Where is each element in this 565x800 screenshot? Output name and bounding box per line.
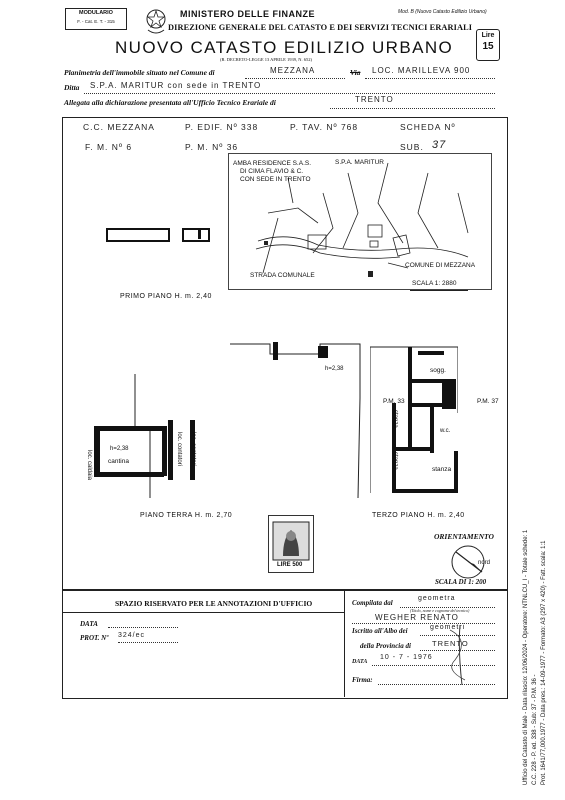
loc-contatori-1: loc. contatori	[176, 432, 182, 467]
allegata-label: Allegata alla dichiarazione presentata all'Ufficio Tecnico Erariale di	[64, 98, 276, 107]
ditta-label: Ditta	[64, 83, 80, 92]
plan-scale: SCALA DI 1: 200	[435, 578, 487, 586]
loc-caldaia: loc. caldaia	[86, 450, 92, 481]
owner-right: S.P.A. MARITUR	[335, 159, 385, 166]
map-scale: SCALA 1: 2880	[412, 280, 457, 287]
cantina-label: cantina	[108, 458, 129, 465]
h238-a: h=2,38	[110, 446, 129, 452]
piano-terra-plan	[90, 338, 370, 498]
pm33-label: P.M. 33	[383, 398, 405, 405]
office-data-label: DATA	[80, 620, 98, 628]
direction-name: DIREZIONE GENERALE DEL CATASTO E DEI SERVIZI TECNICI ERARIALI	[168, 22, 473, 32]
pm37-label: P.M. 37	[477, 398, 499, 405]
compilata-label: Compilata dal	[352, 599, 393, 607]
provincia-label: della Provincia di	[360, 642, 411, 650]
road-label: STRADA COMUNALE	[250, 272, 315, 279]
loc-contatori-2: loc. contatori	[190, 432, 196, 467]
model-note: Mod. B (Nuovo Catasto Edilizio Urbano)	[398, 9, 487, 15]
fm-label: F. M. Nº 6	[85, 142, 133, 152]
revenue-stamp-500	[268, 515, 314, 573]
ptav-label: P. TAV. Nº 768	[290, 122, 359, 132]
sogg-label: sogg.	[430, 367, 446, 374]
sub-label: SUB.	[400, 142, 424, 152]
side-note-1: Ufficio del Catasto di Malè - Data rilascio: 12/06/2024 - Operatore: NTNLCU_I - Totale schede: 1	[523, 529, 529, 785]
signature-date: 10 - 7 - 1976	[380, 654, 433, 661]
signature-data-label: DATA	[352, 659, 368, 665]
ditta-value: S.P.A. MARITUR con sede in TRENTO	[90, 81, 262, 90]
pm-label: P. M. Nº 36	[185, 142, 239, 152]
modulario-code: F. - Cat. E. T. - 315	[77, 19, 115, 24]
titolo-note: (Titolo, nome e cognome del tecnico)	[410, 608, 470, 613]
office-title: SPAZIO RISERVATO PER LE ANNOTAZIONI D'UFFICIO	[115, 599, 313, 608]
office-prot-label: PROT. Nº	[80, 634, 109, 642]
orientation-title: ORIENTAMENTO	[434, 532, 494, 541]
owner-left-3: CON SEDE IN TRENTO	[240, 176, 311, 183]
via-label: Via	[350, 68, 361, 77]
owner-left-2: DI CIMA FLAVIO & C.	[240, 168, 304, 175]
wc-label: w.c.	[440, 428, 451, 434]
cc-label: C.C. MEZZANA	[83, 122, 155, 132]
signature-scribble	[430, 620, 490, 690]
compilata-value: geometra	[418, 595, 456, 602]
firma-label: Firma:	[352, 676, 373, 684]
comune-value: MEZZANA	[270, 66, 316, 75]
document-title: NUOVO CATASTO EDILIZIO URBANO	[115, 38, 454, 57]
primo-piano-plan-b	[182, 228, 210, 242]
piano-terra-label: PIANO TERRA H. m. 2,70	[140, 512, 233, 519]
planimetria-label: Planimetria dell'immobile situato nel Comune di	[64, 68, 215, 77]
nord-label: nord	[478, 560, 491, 566]
side-note-3: Prot. 1641/77,000.1977 - Data pres.: 14-09-1977 - Formato: A3 (297 x 420) - Fatt. scala: 1:1	[541, 540, 547, 785]
stanza-3: stanza	[432, 466, 452, 473]
primo-piano-label: PRIMO PIANO H. m. 2,40	[120, 293, 212, 300]
stamp-500-text: LIRE 500	[277, 562, 303, 568]
owner-left-1: AMBA RESIDENCE S.A.S.	[233, 160, 312, 167]
decree-note: (R. DECRETO-LEGGE 13 APRILE 1939, N. 652)	[220, 57, 313, 62]
ufficio-value: TRENTO	[355, 95, 394, 104]
side-note-2: C.C. 228 - P. ed. 338 - Sub: 37 - P.M. 36 -	[532, 674, 538, 785]
stamp-value: 15	[482, 41, 494, 52]
via-value: LOC. MARILLEVA 900	[372, 66, 471, 75]
stanza-1: stanza	[392, 410, 398, 428]
office-prot-value: 324/ec	[118, 632, 146, 639]
modulario-stamp	[65, 8, 127, 30]
nome-value: WEGHER RENATO	[375, 613, 459, 622]
h238-b: h=2,38	[325, 366, 344, 372]
pedif-label: P. EDIF. Nº 338	[185, 122, 259, 132]
primo-piano-plan	[106, 228, 170, 242]
terzo-piano-label: TERZO PIANO H. m. 2,40	[372, 512, 465, 519]
iscritto-value: geometri	[430, 624, 466, 631]
sub-value: 37	[432, 139, 447, 151]
emblem-icon	[144, 8, 168, 36]
stanza-2: stanza	[392, 452, 398, 470]
scheda-label: SCHEDA Nº	[400, 122, 456, 132]
stamp-label: Lire	[481, 32, 495, 39]
iscritto-label: Iscritto all'Albo dei	[352, 627, 408, 635]
provincia-value: TRENTO	[432, 639, 469, 648]
revenue-stamp	[476, 29, 500, 61]
comune-label: COMUNE DI MEZZANA	[405, 262, 476, 269]
modulario-label: MODULARIO	[79, 10, 113, 16]
ministry-name: MINISTERO DELLE FINANZE	[180, 9, 315, 19]
